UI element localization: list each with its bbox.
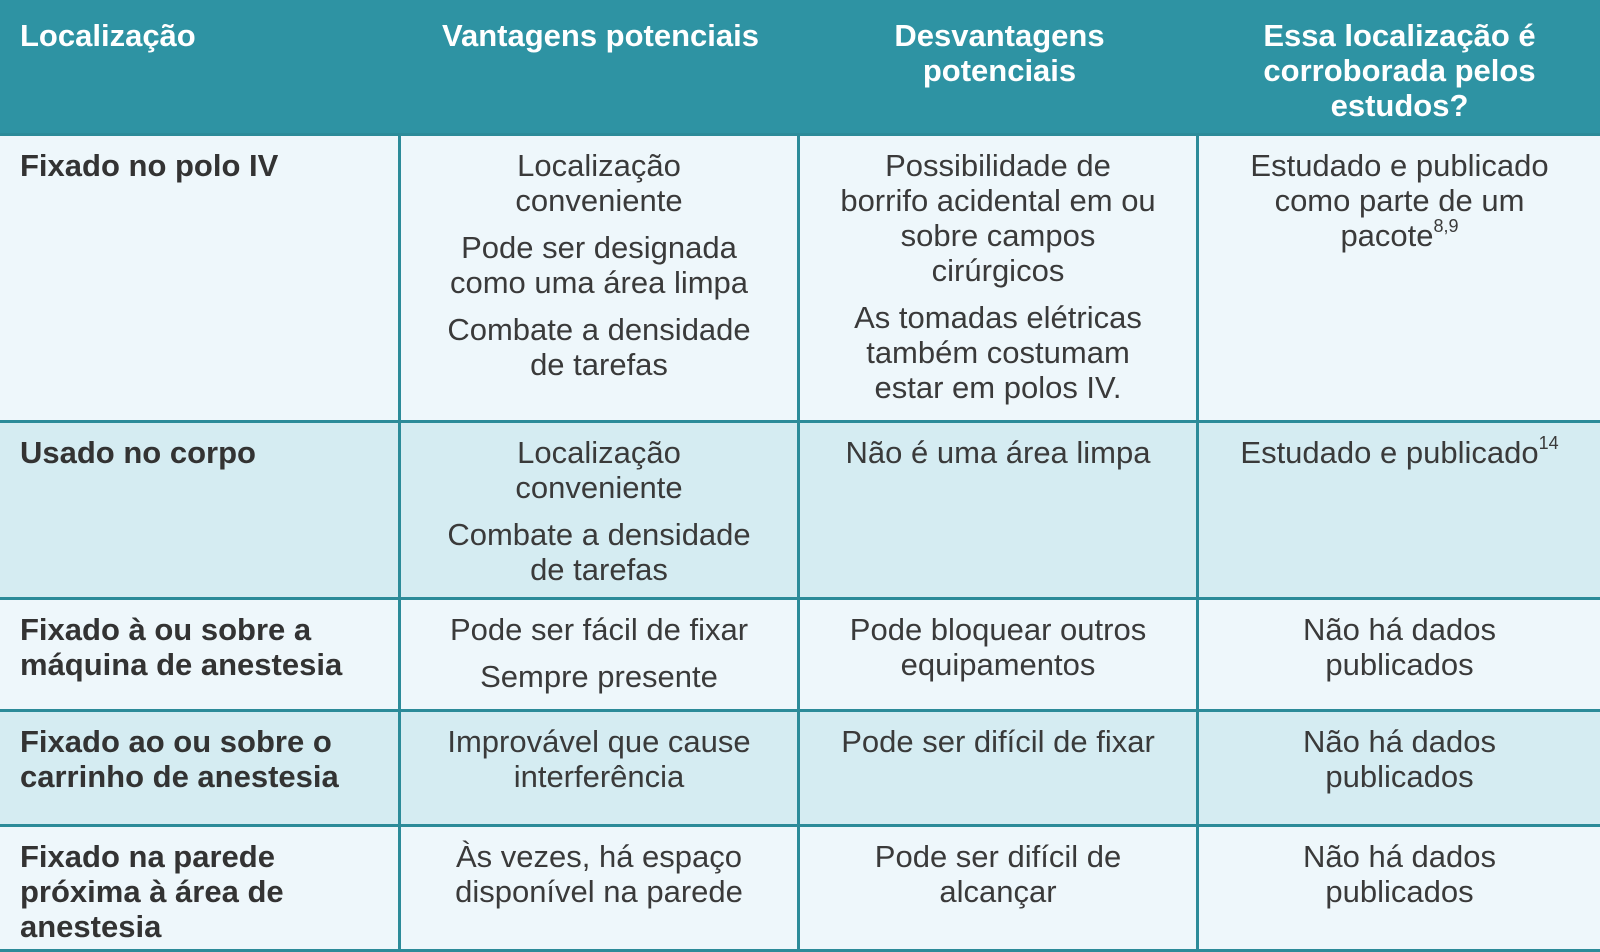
advantage-item — [415, 230, 783, 300]
study-line-with-ref — [1213, 218, 1586, 253]
reference-superscript: 8,9 — [1433, 216, 1459, 236]
row-wall-studies — [1199, 827, 1600, 952]
row-iv-pole-disadvantages — [800, 136, 1199, 423]
disadvantage-line: também costumam — [866, 335, 1130, 370]
header-studies-line: corroborada pelos — [1263, 53, 1536, 88]
location-line: máquina de anestesia — [20, 647, 343, 682]
advantage-line: Pode ser fácil de fixar — [449, 612, 749, 647]
advantage-line: interferência — [513, 759, 685, 794]
header-studies — [1199, 0, 1600, 136]
location-line: Fixado ao ou sobre o — [20, 724, 332, 759]
disadvantage-item — [814, 300, 1182, 405]
disadvantage-line: sobre campos — [900, 218, 1096, 253]
location-line: Fixado à ou sobre a — [20, 612, 312, 647]
header-advantages — [401, 0, 800, 136]
disadvantage-line: Pode ser difícil de fixar — [841, 724, 1155, 759]
header-disadvantages — [800, 0, 1199, 136]
study-line: Não há dados — [1302, 839, 1497, 874]
advantage-line: Sempre presente — [480, 659, 718, 694]
advantage-line: Localização — [517, 435, 681, 470]
disadvantage-line: cirúrgicos — [931, 253, 1065, 288]
location-line: Fixado na parede — [20, 839, 275, 874]
advantage-line: Combate a densidade — [447, 517, 751, 552]
advantage-item — [415, 148, 783, 218]
header-advantages-label: Vantagens potenciais — [442, 18, 759, 53]
header-location — [0, 0, 401, 136]
advantage-line: Localização — [517, 148, 681, 183]
disadvantage-line: equipamentos — [900, 647, 1096, 682]
location-line: carrinho de anestesia — [20, 759, 339, 794]
disadvantage-line: estar em polos IV. — [874, 370, 1122, 405]
row-iv-pole-location — [0, 136, 401, 423]
disadvantage-line: Pode ser difícil de — [874, 839, 1122, 874]
row-anesthesia-machine-advantages — [401, 600, 800, 712]
study-line: publicados — [1325, 647, 1474, 682]
row-anesthesia-cart-location — [0, 712, 401, 827]
disadvantage-line: Possibilidade de — [885, 148, 1111, 183]
row-anesthesia-cart-disadvantages — [800, 712, 1199, 827]
header-studies-line: Essa localização é — [1263, 18, 1536, 53]
row-anesthesia-cart-studies — [1199, 712, 1600, 827]
advantage-item — [415, 517, 783, 587]
advantage-line: Pode ser designada — [461, 230, 737, 265]
advantage-line: Improvável que cause — [447, 724, 751, 759]
row-on-body-advantages — [401, 423, 800, 600]
advantage-line: disponível na parede — [455, 874, 743, 909]
disadvantage-line: Não é uma área limpa — [845, 435, 1151, 470]
advantage-item — [415, 312, 783, 382]
study-line: publicados — [1325, 759, 1474, 794]
advantage-line: de tarefas — [530, 347, 668, 382]
header-location-label: Localização — [20, 18, 196, 53]
row-anesthesia-machine-studies — [1199, 600, 1600, 712]
reference-superscript: 14 — [1538, 433, 1559, 453]
study-line: como parte de um — [1274, 183, 1525, 218]
row-on-body-disadvantages — [800, 423, 1199, 600]
header-studies-line: estudos? — [1330, 88, 1469, 123]
row-iv-pole-advantages — [401, 136, 800, 423]
study-line: Não há dados — [1302, 724, 1497, 759]
study-line-with-ref — [1213, 435, 1586, 470]
disadvantage-item — [814, 148, 1182, 288]
location-line: Usado no corpo — [20, 435, 256, 470]
location-line: anestesia — [20, 909, 162, 944]
advantage-line: de tarefas — [530, 552, 668, 587]
disadvantage-line: alcançar — [939, 874, 1057, 909]
location-line: Fixado no polo IV — [20, 148, 279, 183]
study-line: publicados — [1325, 874, 1474, 909]
row-anesthesia-machine-disadvantages — [800, 600, 1199, 712]
advantage-item — [415, 435, 783, 505]
row-on-body-location — [0, 423, 401, 600]
advantage-item — [415, 612, 783, 647]
row-wall-advantages — [401, 827, 800, 952]
header-disadvantages-line: potenciais — [922, 53, 1077, 88]
study-line: Estudado e publicado — [1240, 435, 1539, 470]
advantage-line: Combate a densidade — [447, 312, 751, 347]
disadvantage-line: As tomadas elétricas — [854, 300, 1142, 335]
study-line: Estudado e publicado — [1250, 148, 1549, 183]
advantage-line: conveniente — [515, 183, 683, 218]
row-wall-disadvantages — [800, 827, 1199, 952]
advantage-item — [415, 659, 783, 694]
disadvantage-line: borrifo acidental em ou — [840, 183, 1156, 218]
disadvantage-line: Pode bloquear outros — [849, 612, 1147, 647]
row-wall-location — [0, 827, 401, 952]
header-disadvantages-line: Desvantagens — [894, 18, 1105, 53]
advantage-line: como uma área limpa — [449, 265, 749, 300]
study-line: Não há dados — [1302, 612, 1497, 647]
row-iv-pole-studies — [1199, 136, 1600, 423]
row-anesthesia-cart-advantages — [401, 712, 800, 827]
study-line: pacote — [1340, 218, 1434, 253]
advantage-line: Às vezes, há espaço — [455, 839, 743, 874]
row-on-body-studies — [1199, 423, 1600, 600]
location-line: próxima à área de — [20, 874, 284, 909]
advantage-line: conveniente — [515, 470, 683, 505]
row-anesthesia-machine-location — [0, 600, 401, 712]
